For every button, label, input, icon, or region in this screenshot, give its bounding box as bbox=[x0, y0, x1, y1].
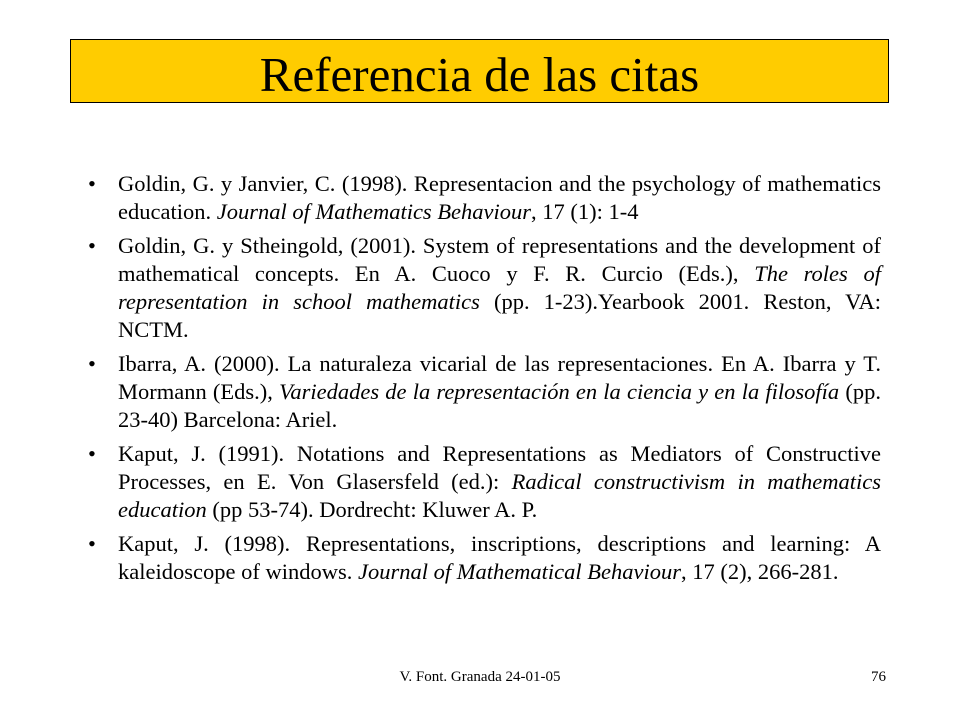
slide-footer: V. Font. Granada 24-01-05 bbox=[399, 669, 561, 685]
reference-details: (pp. 23-40) Barcelona: Ariel. bbox=[118, 379, 881, 432]
reference-item bbox=[88, 170, 881, 226]
reference-text: Ibarra, A. (2000). La naturaleza vicarial de las representaciones. En A. Ibarra y T. Mormann (Eds.), bbox=[118, 351, 881, 404]
reference-item bbox=[88, 530, 881, 586]
reference-source-title: Radical constructivism in mathematics education bbox=[118, 469, 881, 522]
reference-source-title: Journal of Mathematics Behaviour bbox=[216, 199, 532, 224]
reference-details: (pp. 1-23).Yearbook 2001. Reston, VA: NCTM. bbox=[118, 289, 881, 342]
slide-title: Referencia de las citas bbox=[259, 46, 700, 102]
reference-source-title: Variedades de la representación en la ciencia y en la filosofía bbox=[279, 379, 840, 404]
reference-text: Goldin, G. y Stheingold, (2001). System of representations and the development of mathematical concepts. En A. Cuoco y F. R. Curcio (Eds.), bbox=[118, 233, 881, 286]
reference-source-title: The roles of representation in school mathematics bbox=[118, 261, 881, 314]
reference-item bbox=[88, 350, 881, 434]
slide-title-box bbox=[70, 39, 889, 103]
reference-list bbox=[88, 170, 881, 592]
reference-details: (pp 53-74). Dordrecht: Kluwer A. P. bbox=[206, 497, 538, 522]
bullet-icon: • bbox=[88, 531, 96, 556]
bullet-icon: • bbox=[88, 351, 96, 376]
bullet-icon: • bbox=[88, 171, 96, 196]
reference-text: Kaput, J. (1991). Notations and Representations as Mediators of Constructive Processes, en E. Von Glasersfeld (ed.): bbox=[118, 441, 881, 494]
slide-number: 76 bbox=[871, 669, 886, 685]
bullet-icon: • bbox=[88, 233, 96, 258]
reference-item bbox=[88, 440, 881, 524]
reference-source-title: Journal of Mathematical Behaviour bbox=[357, 559, 682, 584]
reference-details: , 17 (1): 1-4 bbox=[531, 199, 639, 224]
bullet-icon: • bbox=[88, 441, 96, 466]
reference-text: Goldin, G. y Janvier, C. (1998). Representacion and the psychology of mathematics education. bbox=[118, 171, 881, 224]
reference-text: Kaput, J. (1998). Representations, inscriptions, descriptions and learning: A kaleidoscope of windows. bbox=[118, 531, 881, 584]
reference-details: , 17 (2), 266-281. bbox=[681, 559, 839, 584]
reference-item bbox=[88, 232, 881, 344]
